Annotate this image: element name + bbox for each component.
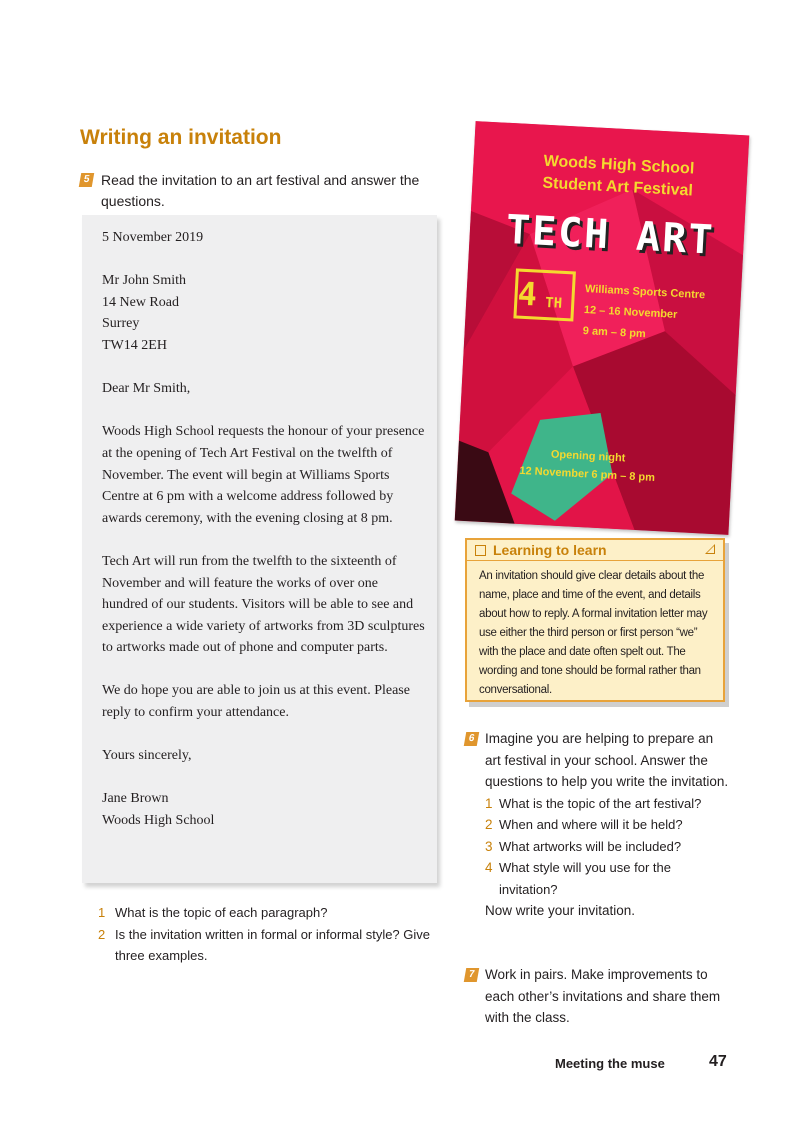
question-number: 2	[98, 926, 106, 942]
letter-paragraph: We do hope you are able to join us at this event. Please reply to confirm your attendance.	[102, 683, 410, 721]
poster-hours: 9 am – 8 pm	[582, 325, 647, 341]
poster-dates: 12 – 16 November	[583, 304, 678, 321]
learning-to-learn-box	[465, 538, 725, 702]
letter-date: 5 November 2019	[102, 230, 204, 245]
address-line: Mr John Smith	[102, 273, 187, 289]
task-number-badge: 6	[464, 732, 479, 746]
question-item	[485, 836, 730, 858]
poster-edition	[513, 268, 576, 321]
question-item	[485, 793, 730, 815]
question-item	[485, 814, 730, 836]
task-final-instruction: Now write your invitation.	[485, 903, 636, 918]
question-number: 1	[98, 905, 106, 920]
letter-address	[102, 270, 427, 356]
question-text: Is the invitation written in formal or informal style? Give three examples.	[115, 926, 431, 963]
question-text: What is the topic of the art festival?	[499, 795, 702, 811]
checkbox-square-icon	[475, 545, 486, 556]
poster-school-name	[542, 151, 695, 203]
unit-title: Meeting the muse	[555, 1056, 665, 1071]
task-5	[80, 170, 440, 212]
task-instruction: Work in pairs. Make improvements to each other’s invitations and share them with the class.	[485, 967, 721, 1025]
question-item	[98, 924, 438, 967]
section-title: Writing an invitation	[80, 126, 282, 149]
question-text: What is the topic of each paragraph?	[115, 905, 328, 920]
question-item	[485, 857, 730, 900]
question-number: 1	[485, 795, 493, 811]
poster-opening-night	[519, 444, 656, 487]
task-number-badge: 5	[79, 173, 94, 187]
poster-venue-details	[582, 279, 705, 348]
letter-paragraph: Tech Art will run from the twelfth to the sixteenth of November and will feature the works of over one hundred of our students. Visitors will be able to see and experience a wide variety of artworks from 3D sculptures to artworks made out of phone and computer parts.	[102, 553, 425, 656]
letter-paragraph: Woods High School requests the honour of your presence at the opening of Tech Art Festival on the twelfth of November. The event will begin at Williams Sports Centre at 6 pm with a welcome address followed by awards ceremony, with the evening closing at 8 pm.	[102, 424, 425, 526]
invitation-letter	[82, 215, 437, 883]
learning-to-learn-header	[467, 540, 723, 561]
signature-name: Jane Brown	[102, 791, 169, 807]
edition-suffix: TH	[544, 295, 563, 312]
signature-school: Woods High School	[102, 813, 215, 829]
page-number: 47	[709, 1053, 727, 1070]
address-line: Surrey	[102, 316, 140, 332]
task-6	[465, 728, 730, 922]
opening-time: 12 November 6 pm – 8 pm	[519, 464, 656, 484]
address-line: TW14 2EH	[102, 337, 167, 353]
task-number-badge: 7	[464, 968, 479, 982]
question-number: 3	[485, 838, 493, 854]
corner-triangle-icon	[705, 544, 715, 554]
poster-venue: Williams Sports Centre	[584, 283, 706, 302]
address-line: 14 New Road	[102, 294, 179, 310]
learning-to-learn-body: An invitation should give clear details about the name, place and time of the event, and details about how to reply. A formal invitation letter may use either the third person or first person “we” with the place and date often spelt out. The wording and tone should be formal rather than conversational.	[479, 570, 708, 696]
letter-signature	[102, 788, 427, 831]
poster-festival-line: Student Art Festival	[542, 174, 694, 200]
letter-closing: Yours sincerely,	[102, 748, 192, 764]
poster-title: TECH ART	[504, 206, 716, 264]
question-text: What style will you use for the invitation?	[499, 860, 671, 897]
question-text: What artworks will be included?	[499, 838, 682, 854]
poster-school-line: Woods High School	[543, 152, 695, 178]
question-number: 2	[485, 817, 493, 832]
learning-to-learn-title: Learning to learn	[493, 542, 607, 558]
edition-number: 4	[516, 274, 538, 314]
task-7	[465, 964, 730, 1029]
task-instruction: Read the invitation to an art festival and answer the questions.	[101, 172, 420, 209]
question-number: 4	[485, 860, 493, 875]
letter-greeting: Dear Mr Smith,	[102, 381, 191, 397]
opening-label: Opening night	[550, 448, 626, 465]
question-text: When and where will it be held?	[499, 817, 683, 832]
art-festival-poster	[455, 121, 750, 535]
task-instruction: Imagine you are helping to prepare an art festival in your school. Answer the questions to help you write the invitation.	[485, 731, 729, 789]
task-5-questions	[98, 902, 438, 967]
question-item	[98, 902, 438, 924]
